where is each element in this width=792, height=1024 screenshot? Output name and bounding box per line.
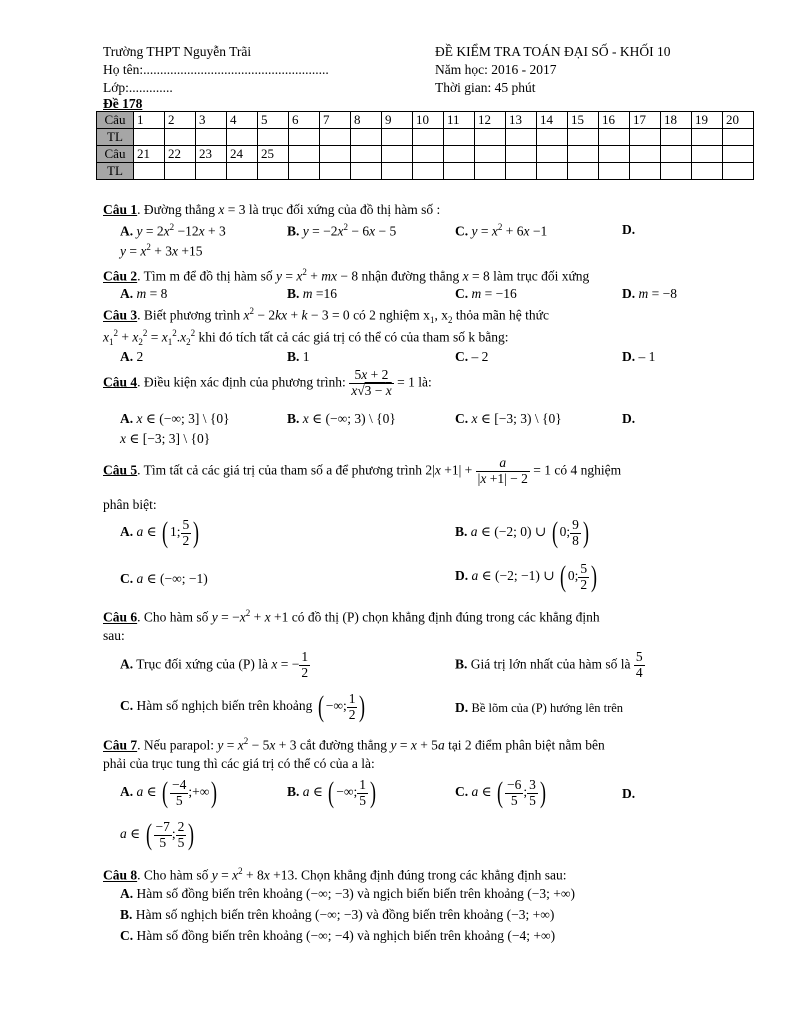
- cell: [444, 146, 475, 163]
- question-text: . Tìm tất cả các giá trị của tham số a để phương trình: [137, 462, 426, 478]
- row-label: Câu: [97, 146, 134, 163]
- cell: [351, 146, 382, 163]
- q3-option-b[interactable]: B. 1: [287, 349, 310, 364]
- q1-option-b[interactable]: B. $y = -2x^2 - 6x - 5$: [287, 222, 397, 239]
- cell: 10: [413, 112, 444, 129]
- question-label: Câu 4: [103, 374, 138, 390]
- cell: 1: [134, 112, 165, 129]
- cell: [661, 146, 692, 163]
- cell: 6: [289, 112, 320, 129]
- question-6-cont: sau:: [103, 628, 125, 643]
- question-label: Câu 1: [103, 202, 138, 217]
- q2-option-b[interactable]: B. m =16: [287, 286, 338, 301]
- question-text: . Đường thẳng: [137, 202, 219, 217]
- q4-option-d-text: x ∈ [−3; 3] \ {0}: [120, 431, 211, 446]
- answer-cell[interactable]: [320, 129, 351, 146]
- cell: 22: [165, 146, 196, 163]
- cell: [537, 146, 568, 163]
- cell: [630, 146, 661, 163]
- q6-option-c[interactable]: C. Hàm số nghịch biến trên khoảng ( −∞; $\frac{1}{2}$ ): [120, 690, 366, 723]
- answer-cell[interactable]: [134, 163, 165, 180]
- cell: [537, 163, 568, 180]
- question-text: tại 2 điểm phân biệt nằm bên: [444, 737, 605, 753]
- cell: [289, 146, 320, 163]
- exam-code: Đề 178: [103, 96, 143, 111]
- question-text: có đồ thị (P) chọn khẳng định đúng trong các khẳng định: [288, 609, 600, 625]
- cell: 11: [444, 112, 475, 129]
- question-label: Câu 6: [103, 609, 138, 625]
- q8-option-b[interactable]: B. Hàm số nghịch biến trên khoảng (−∞; −3) và đồng biến trên khoảng (−3; +∞): [120, 907, 555, 922]
- cell: 5: [258, 112, 289, 129]
- q7-option-b[interactable]: B. a ∈ ( −∞; $\frac{1}{5}$ ): [287, 776, 377, 809]
- question-text: là:: [414, 374, 432, 390]
- question-label: Câu 8: [103, 867, 138, 883]
- question-7: Câu 7. Nếu parapol: $y = x^2 - 5x + 3$ cắt đường thẳng y = x + 5a tại 2 điểm phân biệt nằm bên: [103, 736, 605, 753]
- answer-cell[interactable]: [289, 129, 320, 146]
- answer-cell[interactable]: [196, 129, 227, 146]
- q3-option-a[interactable]: A. 2: [120, 349, 144, 364]
- answer-cell[interactable]: [661, 129, 692, 146]
- q1-option-a[interactable]: A. $y = 2x^2 -12x + 3$: [120, 222, 226, 239]
- answer-cell[interactable]: [227, 163, 258, 180]
- cell: 14: [537, 112, 568, 129]
- question-text: có 2 nghiệm x: [349, 307, 430, 323]
- answer-cell[interactable]: [134, 129, 165, 146]
- cell: 24: [227, 146, 258, 163]
- cell: 12: [475, 112, 506, 129]
- question-5: Câu 5. Tìm tất cả các giá trị của tham số a để phương trình 2|x +1| + $\frac{a}{|x +1| - 2}$ = 1 có 4 nghiệm: [103, 455, 622, 486]
- cell: [289, 163, 320, 180]
- question-text: . Biết phương trình: [137, 307, 244, 323]
- answer-table: [96, 111, 754, 180]
- q7-option-a[interactable]: A. a ∈ ( $\frac{-4}{5}$ ;+∞): [120, 776, 218, 809]
- question-text: làm trục đối xứng: [489, 268, 590, 284]
- cell: [692, 163, 723, 180]
- school-year: Năm học: 2016 - 2017: [435, 62, 557, 77]
- question-text: . Chọn khẳng định đúng trong các khẳng định sau:: [294, 867, 567, 883]
- question-text: có 4 nghiệm: [551, 462, 622, 478]
- q7-option-d-text: a ∈ ( $\frac{-7}{5}$ ; $\frac{2}{5}$ ): [120, 818, 195, 851]
- q2-option-d[interactable]: D. m = −8: [622, 286, 677, 301]
- cell: 21: [134, 146, 165, 163]
- question-text: thỏa mãn hệ thức: [452, 307, 549, 323]
- cell: [382, 163, 413, 180]
- row-label: TL: [97, 129, 134, 146]
- cell: [320, 163, 351, 180]
- q6-option-b[interactable]: B. Giá trị lớn nhất của hàm số là $\frac{5}{4}$: [455, 649, 643, 680]
- q1-option-d[interactable]: D.: [622, 222, 636, 237]
- q1-option-c[interactable]: C. $y = x^2 + 6x -1$: [455, 222, 548, 239]
- cell: 9: [382, 112, 413, 129]
- cell: 15: [568, 112, 599, 129]
- answer-cell[interactable]: [196, 163, 227, 180]
- cell: [351, 163, 382, 180]
- question-3-cont: $x_1^2 + x_2^2 = x_1^2.x_2^2$ khi đó tích tất cả các giá trị có thể có của tham số k bằng:: [103, 328, 509, 348]
- cell: [661, 163, 692, 180]
- question-text: . Cho hàm số: [137, 867, 212, 883]
- exam-title: ĐỀ KIỂM TRA TOÁN ĐẠI SỐ - KHỐI 10: [435, 44, 671, 59]
- answer-table-row-questions: [97, 112, 754, 129]
- answer-cell[interactable]: [258, 163, 289, 180]
- answer-cell[interactable]: [413, 129, 444, 146]
- q5-option-c[interactable]: C. a ∈ (−∞; −1): [120, 571, 208, 586]
- answer-cell[interactable]: [382, 129, 413, 146]
- answer-cell[interactable]: [165, 163, 196, 180]
- question-label: Câu 3: [103, 307, 138, 323]
- row-label: TL: [97, 163, 134, 180]
- duration: Thời gian: 45 phút: [435, 80, 536, 95]
- cell: 18: [661, 112, 692, 129]
- cell: [320, 146, 351, 163]
- question-8: Câu 8. Cho hàm số $y = x^2 + 8x +13$. Chọn khẳng định đúng trong các khẳng định sau:: [103, 866, 567, 883]
- answer-cell[interactable]: [723, 129, 754, 146]
- cell: 4: [227, 112, 258, 129]
- question-label: Câu 7: [103, 737, 138, 753]
- question-4: Câu 4. Điều kiện xác định của phương trình: $\frac{5x + 2}{x√3 - x}$ = 1 là:: [103, 367, 432, 398]
- cell: [475, 146, 506, 163]
- cell: [599, 146, 630, 163]
- question-text: . Cho hàm số: [137, 609, 212, 625]
- answer-cell[interactable]: [351, 129, 382, 146]
- q7-option-d[interactable]: D.: [622, 786, 636, 801]
- cell: 16: [599, 112, 630, 129]
- cell: 8: [351, 112, 382, 129]
- cell: 23: [196, 146, 227, 163]
- q8-option-a[interactable]: A. Hàm số đồng biến trên khoảng (−∞; −3) và ngịch biến biến trên khoảng (−3; +∞): [120, 886, 575, 901]
- cell: [413, 163, 444, 180]
- q5-option-b[interactable]: B. a ∈ (−2; 0) ∪ ( 0; $\frac{9}{8}$ ): [455, 516, 589, 549]
- q1-option-d-text: $y = x^2 + 3x +15$: [120, 242, 203, 259]
- cell: 20: [723, 112, 754, 129]
- q5-option-d[interactable]: D. a ∈ (−2; −1) ∪ ( 0; $\frac{5}{2}$ ): [455, 560, 598, 593]
- q3-option-c[interactable]: C. – 2: [455, 349, 489, 364]
- class-field: Lớp:.............: [103, 80, 173, 95]
- question-label: Câu 5: [103, 462, 138, 478]
- answer-cell[interactable]: [537, 129, 568, 146]
- cell: [630, 163, 661, 180]
- question-text: là trục đối xứng của đồ thị hàm số :: [245, 202, 441, 217]
- q4-option-b[interactable]: B. x ∈ (−∞; 3) \ {0}: [287, 411, 396, 426]
- q6-option-d[interactable]: D. Bề lõm của (P) hướng lên trên: [455, 700, 624, 715]
- cell: [723, 163, 754, 180]
- q4-option-c[interactable]: C. x ∈ [−3; 3) \ {0}: [455, 411, 562, 426]
- answer-cell[interactable]: [630, 129, 661, 146]
- question-text: khi đó tích tất cả các giá trị có thể có của tham số k bằng:: [195, 329, 509, 345]
- answer-cell[interactable]: [258, 129, 289, 146]
- school-name: Trường THPT Nguyễn Trãi: [103, 44, 252, 59]
- cell: 7: [320, 112, 351, 129]
- q8-option-c[interactable]: C. Hàm số đồng biến trên khoảng (−∞; −4) và nghịch biến trên khoảng (−4; +∞): [120, 928, 556, 943]
- answer-cell[interactable]: [444, 129, 475, 146]
- answer-table-row-questions-2: [97, 146, 754, 163]
- answer-cell[interactable]: [568, 129, 599, 146]
- question-3: Câu 3. Biết phương trình $x^2 - 2kx + k - 3 = 0$ có 2 nghiệm $x_1$, $x_2$ thỏa mãn hệ thức: [103, 306, 549, 326]
- row-label: Câu: [97, 112, 134, 129]
- q7-option-c[interactable]: C. a ∈ ( $\frac{-6}{5}$ ; $\frac{3}{5}$ ): [455, 776, 546, 809]
- cell: [382, 146, 413, 163]
- answer-cell[interactable]: [599, 129, 630, 146]
- cell: 13: [506, 112, 537, 129]
- cell: [599, 163, 630, 180]
- cell: 17: [630, 112, 661, 129]
- q3-option-d[interactable]: D. – 1: [622, 349, 656, 364]
- cell: [506, 163, 537, 180]
- question-6: Câu 6. Cho hàm số $y = -x^2 + x +1$ có đồ thị (P) chọn khẳng định đúng trong các khẳng định: [103, 608, 600, 625]
- question-text: , x: [434, 307, 448, 323]
- question-7-cont: phải của trục tung thì các giá trị có thể có của a là:: [103, 756, 375, 771]
- answer-cell[interactable]: [475, 129, 506, 146]
- answer-table-row-answers: [97, 129, 754, 146]
- cell: [568, 146, 599, 163]
- cell: [475, 163, 506, 180]
- answer-cell[interactable]: [165, 129, 196, 146]
- question-text: nhận đường thẳng: [358, 268, 463, 284]
- q2-option-c[interactable]: C. m = −16: [455, 286, 517, 301]
- cell: [506, 146, 537, 163]
- q4-option-a[interactable]: A. x ∈ (−∞; 3] \ {0}: [120, 411, 230, 426]
- answer-cell[interactable]: [227, 129, 258, 146]
- cell: [723, 146, 754, 163]
- q5-option-a[interactable]: A. a ∈ ( 1; $\frac{5}{2}$ ): [120, 516, 200, 549]
- q2-option-a[interactable]: A. m = 8: [120, 286, 168, 301]
- question-text: cắt đường thẳng: [296, 737, 391, 753]
- question-5-cont: phân biệt:: [103, 497, 157, 512]
- cell: 2: [165, 112, 196, 129]
- question-1: Câu 1. Đường thẳng x = 3 là trục đối xứng của đồ thị hàm số :: [103, 202, 441, 217]
- cell: 19: [692, 112, 723, 129]
- cell: [444, 163, 475, 180]
- cell: 3: [196, 112, 227, 129]
- question-text: . Nếu parapol:: [137, 737, 218, 753]
- name-field: Họ tên:.......................................................: [103, 62, 329, 77]
- question-text: . Điều kiện xác định của phương trình:: [137, 374, 350, 390]
- cell: [568, 163, 599, 180]
- question-label: Câu 2: [103, 268, 138, 284]
- cell: 25: [258, 146, 289, 163]
- q6-option-a[interactable]: A. Trục đối xứng của (P) là x = − $\frac{1}{2}$: [120, 649, 309, 680]
- answer-cell[interactable]: [692, 129, 723, 146]
- cell: [413, 146, 444, 163]
- question-2: Câu 2. Tìm m để đồ thị hàm số $y = x^2$ + mx − 8 nhận đường thẳng x = 8 làm trục đối xứng: [103, 267, 590, 284]
- cell: [692, 146, 723, 163]
- answer-table-row-answers-2: [97, 163, 754, 180]
- answer-cell[interactable]: [506, 129, 537, 146]
- q4-option-d[interactable]: D.: [622, 411, 636, 426]
- question-text: . Tìm m để đồ thị hàm số: [137, 268, 277, 284]
